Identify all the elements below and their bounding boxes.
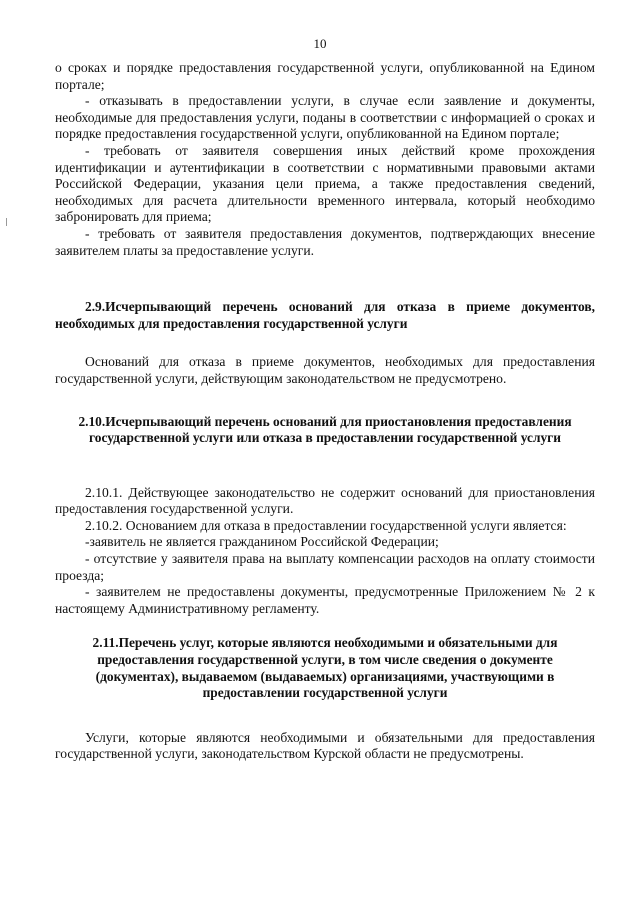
paragraph-10: - заявителем не предоставлены документы, предусмотренные Приложением № 2 к настоящему Административному регламенту. [55,584,595,616]
paragraph-4: - требовать от заявителя предоставления документов, подтверждающих внесение заявителем платы за предоставление услуги. [55,225,595,258]
page-content [55,60,595,763]
paragraph-5: Оснований для отказа в приеме документов, необходимых для предоставления государственной услуги, действующим законодательством не предусмотрено. [55,354,595,386]
paragraph-2: - отказывать в предоставлении услуги, в случае если заявление и документы, необходимые для предоставления услуги, поданы в соответствии с информацией о сроках и порядке предоставления государственной услуги, опубликованной на Едином портале; [55,93,595,142]
section-heading-2-9: 2.9.Исчерпывающий перечень оснований для отказа в приеме документов, необходимых для предоставления государственной услуги [55,299,595,331]
paragraph-9: - отсутствие у заявителя права на выплату компенсации расходов на оплату стоимости проезда; [55,551,595,583]
paragraph-7: 2.10.2. Основанием для отказа в предоставлении государственной услуги является: [85,517,567,533]
paragraph-11: Услуги, которые являются необходимыми и обязательными для предоставления государственной услуги, законодательством Курской области не предусмотрены. [55,729,595,762]
section-heading-2-10: 2.10.Исчерпывающий перечень оснований для приостановления предоставления государственной услуги или отказа в предоставлении государственной услуги [78,413,572,446]
paragraph-6: 2.10.1. Действующее законодательство не содержит оснований для приостановления предоставления государственной услуги. [55,484,595,517]
scan-mark [6,218,7,226]
page-number: 10 [313,36,327,51]
paragraph-8: -заявитель не является гражданином Российской Федерации; [85,534,439,550]
section-heading-2-11: 2.11.Перечень услуг, которые являются необходимыми и обязательными для предоставления государственной услуги, в том числе сведения о документе (документах), выдаваемом (выдаваемых) организациями, участвующими в предоставлении государственной услуги [92,635,558,701]
paragraph-3: - требовать от заявителя совершения иных действий кроме прохождения идентификации и аутентификации в соответствии с нормативными правовыми актами Российской Федерации, указания цели приема, а также предоставления сведений, необходимых для расчета длительности временного интервала, который необходимо забронировать для приема; [55,142,595,225]
paragraph-1: о сроках и порядке предоставления государственной услуги, опубликованной на Едином портале; [55,60,595,92]
